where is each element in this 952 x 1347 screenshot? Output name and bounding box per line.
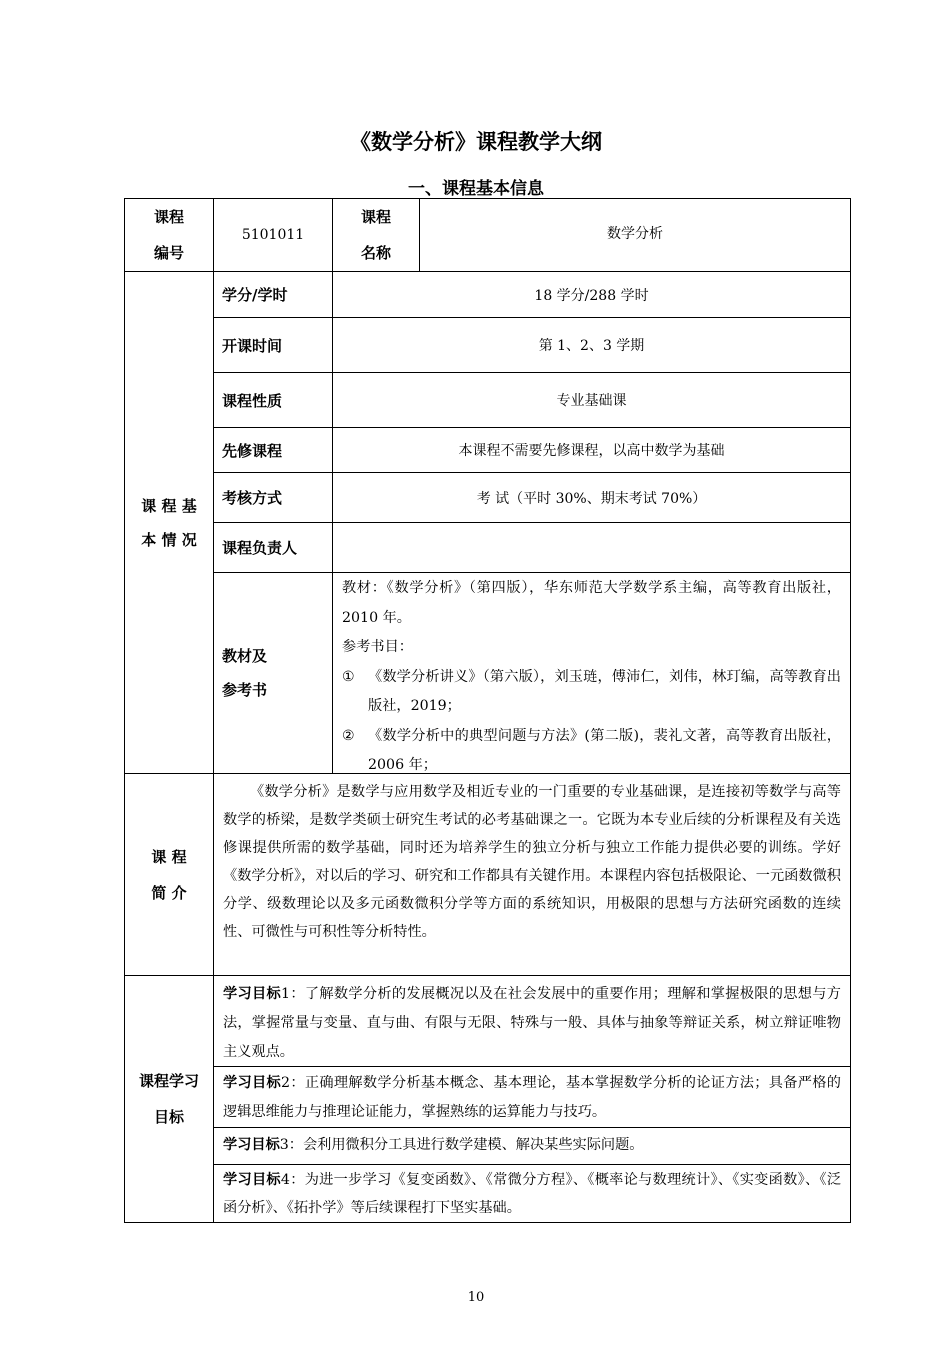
objective-text: [223, 1069, 841, 1127]
intro-text: 《数学分析》是数学与应用数学及相近专业的一门重要的专业基础课，是连接初等数学与高等数学的桥梁，是数学类硕士研究生考试的必考基础课之一。它既为本专业后续的分析课程及有关选修课提供所需的数学基础，同时还为培养学生的独立分析与独立工作能力提供必要的训练。学好《数学分析》，对以后的学习、研究和工作都具有关键作用。本课程内容包括极限论、一元函数微积分学、级数理论以及多元函数微积分学等方面的系统知识，用极限的思想与方法研究函数的连续性、可微性与可积性等分析特性。: [223, 784, 841, 940]
objective-item: [213, 975, 851, 1067]
section-title: 一、课程基本信息: [408, 179, 544, 199]
objective-item: [213, 1164, 851, 1223]
objective-prefix: 学习目标: [223, 986, 281, 1002]
references-label: 参考书目：: [342, 639, 413, 655]
course-type-value: 专业基础课: [332, 372, 851, 428]
objectives-label-line2: 目标: [153, 1108, 184, 1126]
course-code-label-line1: 课程: [153, 208, 184, 226]
objective-prefix: 学习目标: [223, 1172, 281, 1188]
objective-body: 了解数学分析的发展概况以及在社会发展中的重要作用；理解和掌握极限的思想与方法，掌握常量与变量、直与曲、有限与无限、特殊与一般、具体与抽象等辩证关系，树立辩证唯物主义观点。: [223, 986, 841, 1060]
course-name-label-line1: 课程: [360, 208, 391, 226]
objective-number: 1：: [281, 986, 305, 1002]
course-code-label: [124, 198, 214, 272]
semester-label: 开课时间: [213, 317, 333, 373]
credits-value: 18 学分/288 学时: [332, 271, 851, 318]
textbook-label: [213, 572, 333, 774]
textbook-label-line1: 教材及: [222, 647, 268, 665]
course-code-value: 5101011: [213, 198, 333, 272]
objectives-label: [124, 975, 214, 1223]
reference-item: [342, 722, 841, 781]
objective-text: [223, 1166, 841, 1222]
basic-info-group-label: [124, 271, 214, 774]
objectives-label-line1: 课程学习: [138, 1072, 199, 1090]
objective-text: [223, 1128, 841, 1162]
reference-number: ①: [342, 668, 355, 685]
assessment-label: 考核方式: [213, 472, 333, 523]
textbook-content: [332, 572, 851, 774]
basic-info-label-line2: 本 情 况: [141, 530, 197, 549]
reference-text: 《数学分析讲义》（第六版），刘玉琏，傅沛仁，刘伟，林玎编，高等教育出版社，2019；: [368, 668, 841, 714]
reference-item: [342, 663, 841, 722]
reference-text: 《数学分析中的典型问题与方法》(第二版)，裴礼文著，高等教育出版社，2006 年；: [368, 727, 841, 773]
objective-body: 会利用微积分工具进行数学建模、解决某些实际问题。: [302, 1137, 644, 1153]
objective-prefix: 学习目标: [223, 1137, 280, 1153]
course-name-value: 数学分析: [419, 198, 851, 272]
reference-number: ②: [342, 727, 355, 744]
credits-label: 学分/学时: [213, 271, 333, 318]
prerequisite-label: 先修课程: [213, 427, 333, 473]
objective-number: 4：: [280, 1172, 305, 1188]
course-type-label: 课程性质: [213, 372, 333, 428]
intro-label-line1: 课 程: [151, 847, 187, 866]
intro-label-line2: 简 介: [151, 883, 187, 902]
course-code-label-line2: 编号: [153, 244, 184, 262]
course-name-label-line2: 名称: [360, 244, 391, 262]
intro-content: [213, 773, 851, 976]
textbook-main: 教材：《数学分析》（第四版），华东师范大学数学系主编，高等教育出版社，2010 年。: [342, 580, 841, 626]
intro-label: [124, 773, 214, 976]
objective-body: 为进一步学习《复变函数》、《常微分方程》、《概率论与数理统计》、《实变函数》、《泛函分析》、《拓扑学》等后续课程打下坚实基础。: [223, 1172, 842, 1216]
instructor-label: 课程负责人: [213, 522, 333, 573]
textbook-label-line2: 参考书: [222, 681, 268, 699]
course-name-label: [332, 198, 420, 272]
assessment-value: 考 试（平时 30%、期末考试 70%）: [332, 472, 851, 523]
page-number: 10: [467, 1290, 485, 1305]
document-title: 《数学分析》课程教学大纲: [350, 130, 602, 154]
instructor-value: [332, 522, 851, 573]
objective-number: 3：: [279, 1137, 303, 1153]
prerequisite-value: 本课程不需要先修课程，以高中数学为基础: [332, 427, 851, 473]
semester-value: 第 1、2、3 学期: [332, 317, 851, 373]
objective-item: [213, 1066, 851, 1128]
objective-text: [223, 980, 841, 1067]
basic-info-label-line1: 课 程 基: [141, 496, 197, 515]
objective-item: [213, 1127, 851, 1165]
objective-body: 正确理解数学分析基本概念、基本理论，基本掌握数学分析的论证方法；具备严格的逻辑思维能力与推理论证能力，掌握熟练的运算能力与技巧。: [223, 1075, 841, 1120]
objective-number: 2：: [281, 1075, 305, 1091]
objective-prefix: 学习目标: [223, 1075, 281, 1091]
